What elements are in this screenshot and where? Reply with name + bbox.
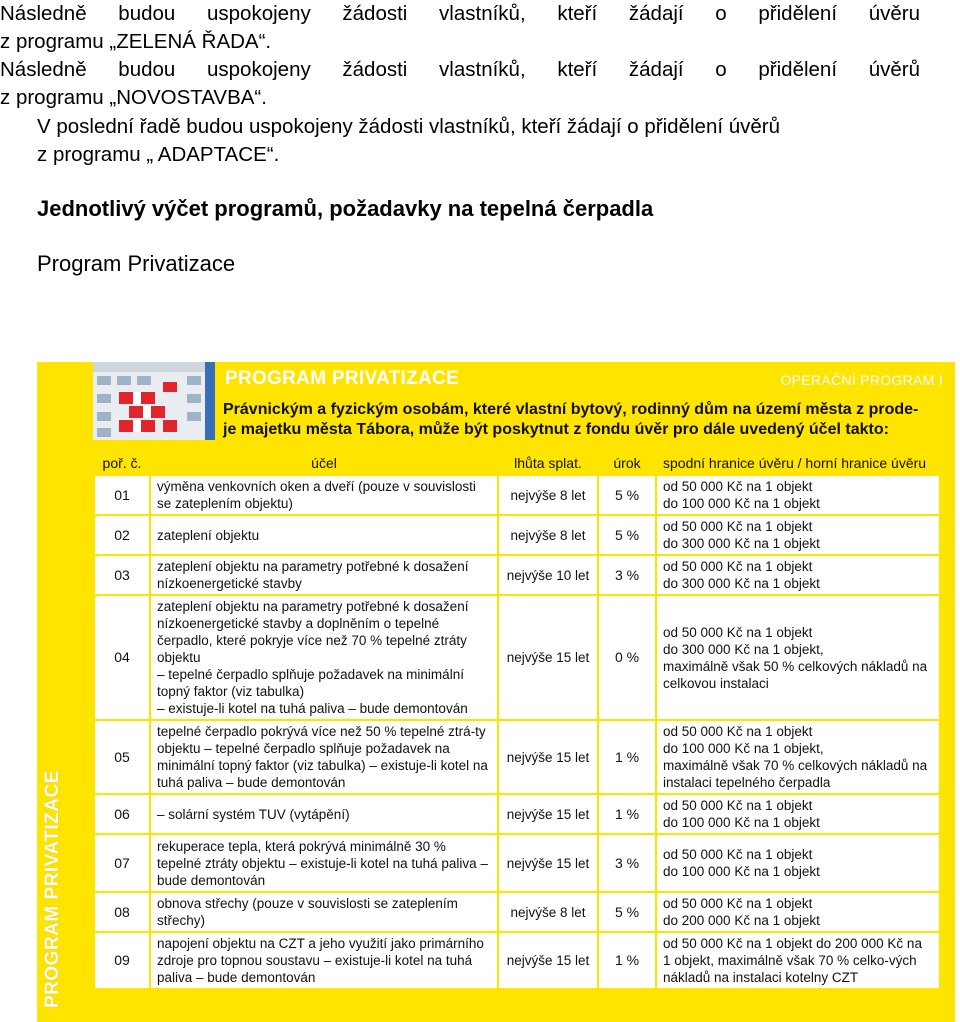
row-urok: 3 % xyxy=(598,834,656,892)
row-number: 05 xyxy=(94,720,150,794)
section-heading: Jednotlivý výčet programů, požadavky na tepelná čerpadla xyxy=(37,196,654,221)
row-urok: 1 % xyxy=(598,794,656,834)
flyer-side-band xyxy=(37,362,89,1022)
paragraph-line: Následně budou uspokojeny žádosti vlastníků, kteří žádají o přidělení úvěru xyxy=(0,2,920,25)
row-urok: 0 % xyxy=(598,595,656,720)
row-hranice: od 50 000 Kč na 1 objekt do 300 000 Kč na 1 objekt xyxy=(656,515,940,555)
paragraph-line: V poslední řadě budou uspokojeny žádosti vlastníků, kteří žádají o přidělení úvěrů xyxy=(37,115,781,138)
row-ucel: obnova střechy (pouze v souvislosti se zateplením střechy) xyxy=(150,892,498,932)
table-row xyxy=(94,475,940,515)
flyer-side-title: PROGRAM PRIVATIZACE xyxy=(42,770,63,1008)
row-urok: 5 % xyxy=(598,515,656,555)
row-number: 08 xyxy=(94,892,150,932)
col-header: lhůta splat. xyxy=(498,451,598,475)
row-number: 06 xyxy=(94,794,150,834)
col-header: úrok xyxy=(598,451,656,475)
paragraph-zelena-rada xyxy=(0,0,920,56)
paragraph-adaptace xyxy=(37,113,927,169)
row-lhuta: nejvýše 10 let xyxy=(498,555,598,595)
row-number: 03 xyxy=(94,555,150,595)
flyer-intro-text: Právnickým a fyzickým osobám, které vlastní bytový, rodinný dům na území města z prode-je majetku města Tábora, může být poskytnut z fondu úvěr pro dále uvedený účel takto: xyxy=(223,401,919,438)
paragraph-novostavba xyxy=(0,56,920,112)
col-header: poř. č. xyxy=(94,451,150,475)
row-lhuta: nejvýše 15 let xyxy=(498,834,598,892)
table-row xyxy=(94,515,940,555)
paragraph-line: z programu „ZELENÁ ŘADA“. xyxy=(0,30,272,53)
row-lhuta: nejvýše 8 let xyxy=(498,892,598,932)
row-hranice: od 50 000 Kč na 1 objekt do 200 000 Kč na 1 objekt, maximálně však 70 % celko-vých nákladů na instalaci kotelny CZT xyxy=(656,932,940,989)
row-number: 04 xyxy=(94,595,150,720)
row-urok: 1 % xyxy=(598,720,656,794)
row-ucel: zateplení objektu na parametry potřebné k dosažení nízkoenergetické stavby a doplněním o tepelné čerpadlo, které pokryje více než 70 % tepelné ztráty objektu – tepelné čerpadlo splňuje požadavek na minimální topný faktor (viz tabulka) – existuje-li kotel na tuhá paliva – bude demontován xyxy=(150,595,498,720)
row-number: 07 xyxy=(94,834,150,892)
row-hranice: od 50 000 Kč na 1 objekt do 100 000 Kč na 1 objekt xyxy=(656,834,940,892)
row-lhuta: nejvýše 8 let xyxy=(498,475,598,515)
row-lhuta: nejvýše 8 let xyxy=(498,515,598,555)
row-hranice: od 50 000 Kč na 1 objekt do 300 000 Kč na 1 objekt, maximálně však 50 % celkových nákladů na celkovou instalaci xyxy=(656,595,940,720)
paragraph-line: z programu „ ADAPTACE“. xyxy=(37,143,280,166)
row-ucel: napojení objektu na CZT a jeho využití jako primárního zdroje pro topnou soustavu – existuje-li kotel na tuhá paliva – bude demontován xyxy=(150,932,498,989)
building-photo xyxy=(93,362,215,440)
program-flyer-image xyxy=(37,362,955,1022)
row-urok: 5 % xyxy=(598,892,656,932)
row-number: 09 xyxy=(94,932,150,989)
program-table xyxy=(93,450,941,990)
row-lhuta: nejvýše 15 let xyxy=(498,794,598,834)
col-header: spodní hranice úvěru / horní hranice úvěru xyxy=(656,451,940,475)
table-row xyxy=(94,720,940,794)
row-urok: 5 % xyxy=(598,475,656,515)
row-ucel: zateplení objektu na parametry potřebné k dosažení nízkoenergetické stavby xyxy=(150,555,498,595)
table-row xyxy=(94,794,940,834)
paragraph-line: Následně budou uspokojeny žádosti vlastníků, kteří žádají o přidělení úvěrů xyxy=(0,58,920,81)
row-hranice: od 50 000 Kč na 1 objekt do 200 000 Kč na 1 objekt xyxy=(656,892,940,932)
row-ucel: výměna venkovních oken a dveří (pouze v souvislosti se zateplením objektu) xyxy=(150,475,498,515)
row-hranice: od 50 000 Kč na 1 objekt do 100 000 Kč na 1 objekt, maximálně však 70 % celkových nákladů na instalaci tepelného čerpadla xyxy=(656,720,940,794)
table-header-row xyxy=(94,451,940,475)
row-ucel: tepelné čerpadlo pokrývá více než 50 % tepelné ztrá-ty objektu – tepelné čerpadlo splňuje požadavek na minimální topný faktor (viz tabulka) – existuje-li kotel na tuhá paliva – bude demontován xyxy=(150,720,498,794)
col-header: účel xyxy=(150,451,498,475)
row-number: 01 xyxy=(94,475,150,515)
program-subheading: Program Privatizace xyxy=(37,251,236,276)
row-number: 02 xyxy=(94,515,150,555)
row-hranice: od 50 000 Kč na 1 objekt do 300 000 Kč na 1 objekt xyxy=(656,555,940,595)
flyer-banner-operacni-program: OPERAČNÍ PROGRAM I xyxy=(780,372,943,388)
row-lhuta: nejvýše 15 let xyxy=(498,932,598,989)
row-hranice: od 50 000 Kč na 1 objekt do 100 000 Kč na 1 objekt xyxy=(656,475,940,515)
row-urok: 3 % xyxy=(598,555,656,595)
row-lhuta: nejvýše 15 let xyxy=(498,595,598,720)
row-ucel: rekuperace tepla, která pokrývá minimálně 30 % tepelné ztráty objektu – existuje-li kotel na tuhá paliva – bude demontován xyxy=(150,834,498,892)
row-hranice: od 50 000 Kč na 1 objekt do 100 000 Kč na 1 objekt xyxy=(656,794,940,834)
table-row xyxy=(94,932,940,989)
flyer-banner xyxy=(217,362,955,396)
table-row xyxy=(94,595,940,720)
table-row xyxy=(94,892,940,932)
flyer-banner-title: PROGRAM PRIVATIZACE xyxy=(225,368,460,389)
table-row xyxy=(94,555,940,595)
table-row xyxy=(94,834,940,892)
row-ucel: zateplení objektu xyxy=(150,515,498,555)
row-urok: 1 % xyxy=(598,932,656,989)
paragraph-line: z programu „NOVOSTAVBA“. xyxy=(0,86,267,109)
row-ucel: – solární systém TUV (vytápění) xyxy=(150,794,498,834)
row-lhuta: nejvýše 15 let xyxy=(498,720,598,794)
